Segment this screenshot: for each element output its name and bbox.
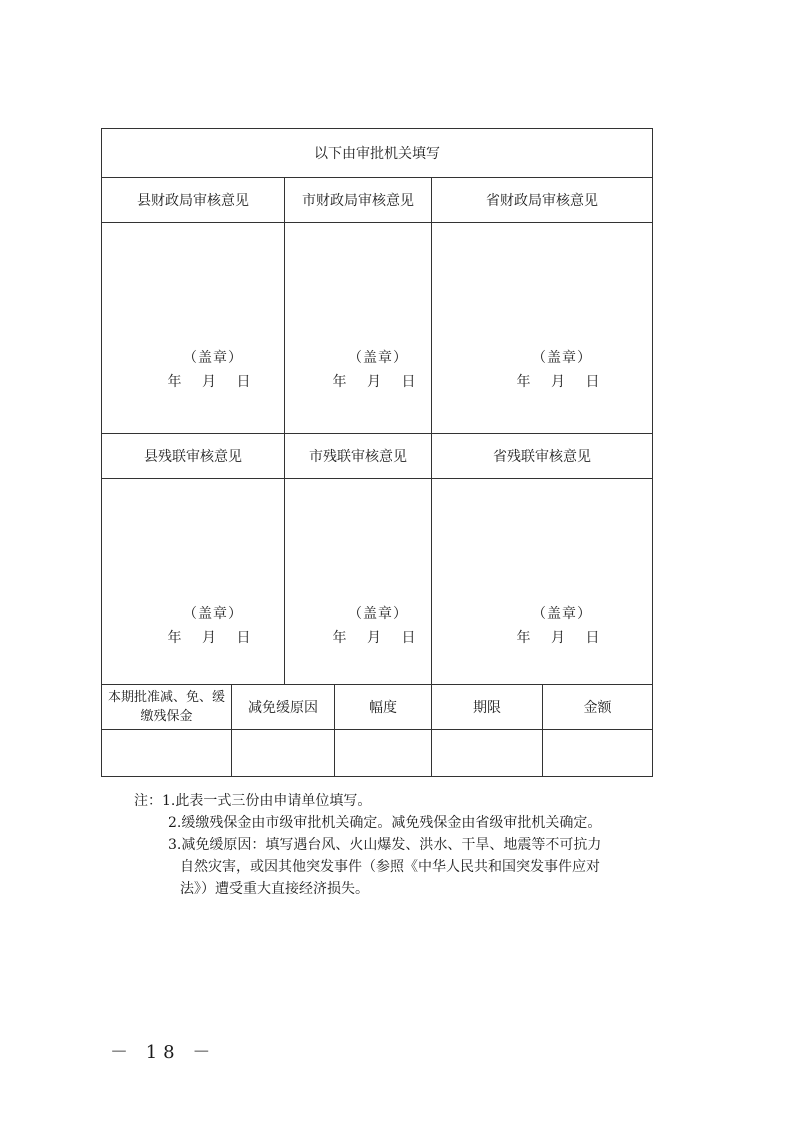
county-disabled-federation-opinion-box[interactable]: [102, 479, 285, 685]
notes-prefix: 注：: [134, 793, 162, 809]
county-finance-opinion-box[interactable]: [102, 223, 285, 434]
province-disabled-federation-header: 省残联审核意见: [432, 434, 653, 479]
range-cell[interactable]: [335, 730, 432, 777]
period-cell[interactable]: [432, 730, 543, 777]
stamp-label: （盖章）: [348, 606, 408, 622]
stamp-label: （盖章）: [348, 350, 408, 366]
date-label: 年 月 日: [167, 630, 259, 646]
province-finance-header: 省财政局审核意见: [432, 178, 653, 223]
county-finance-header: 县财政局审核意见: [102, 178, 285, 223]
form-title: 以下由审批机关填写: [102, 129, 653, 178]
amount-header: 金额: [543, 685, 653, 730]
stamp-label: （盖章）: [183, 350, 243, 366]
stamp-label: （盖章）: [532, 350, 592, 366]
amount-cell[interactable]: [543, 730, 653, 777]
approved-reduction-cell[interactable]: [102, 730, 232, 777]
approval-form-table: [101, 128, 653, 777]
reason-cell[interactable]: [232, 730, 335, 777]
note-item: 3.减免缓原因：填写遇台风、火山爆发、洪水、干旱、地震等不可抗力: [168, 837, 602, 853]
province-disabled-federation-opinion-box[interactable]: [432, 479, 653, 685]
city-disabled-federation-opinion-box[interactable]: [285, 479, 432, 685]
city-disabled-federation-header: 市残联审核意见: [285, 434, 432, 479]
date-label: 年 月 日: [167, 374, 259, 390]
page-number: － 18 －: [110, 1042, 217, 1063]
stamp-label: （盖章）: [532, 606, 592, 622]
county-disabled-federation-header: 县残联审核意见: [102, 434, 285, 479]
province-finance-opinion-box[interactable]: [432, 223, 653, 434]
note-item: 2.缓缴残保金由市级审批机关确定。减免残保金由省级审批机关确定。: [168, 815, 602, 831]
date-label: 年 月 日: [516, 630, 608, 646]
range-header: 幅度: [335, 685, 432, 730]
city-finance-header: 市财政局审核意见: [285, 178, 432, 223]
note-item: 自然灾害，或因其他突发事件（参照《中华人民共和国突发事件应对: [180, 859, 600, 875]
notes-section: [134, 790, 674, 900]
note-item: 注：1.此表一式三份由申请单位填写。: [134, 793, 372, 809]
period-header: 期限: [432, 685, 543, 730]
date-label: 年 月 日: [332, 374, 424, 390]
approved-reduction-header: 本期批准减、免、缓缴残保金: [102, 685, 232, 730]
reason-header: 减免缓原因: [232, 685, 335, 730]
city-finance-opinion-box[interactable]: [285, 223, 432, 434]
note-item: 法》）遭受重大直接经济损失。: [180, 881, 369, 897]
stamp-label: （盖章）: [183, 606, 243, 622]
date-label: 年 月 日: [332, 630, 424, 646]
date-label: 年 月 日: [516, 374, 608, 390]
